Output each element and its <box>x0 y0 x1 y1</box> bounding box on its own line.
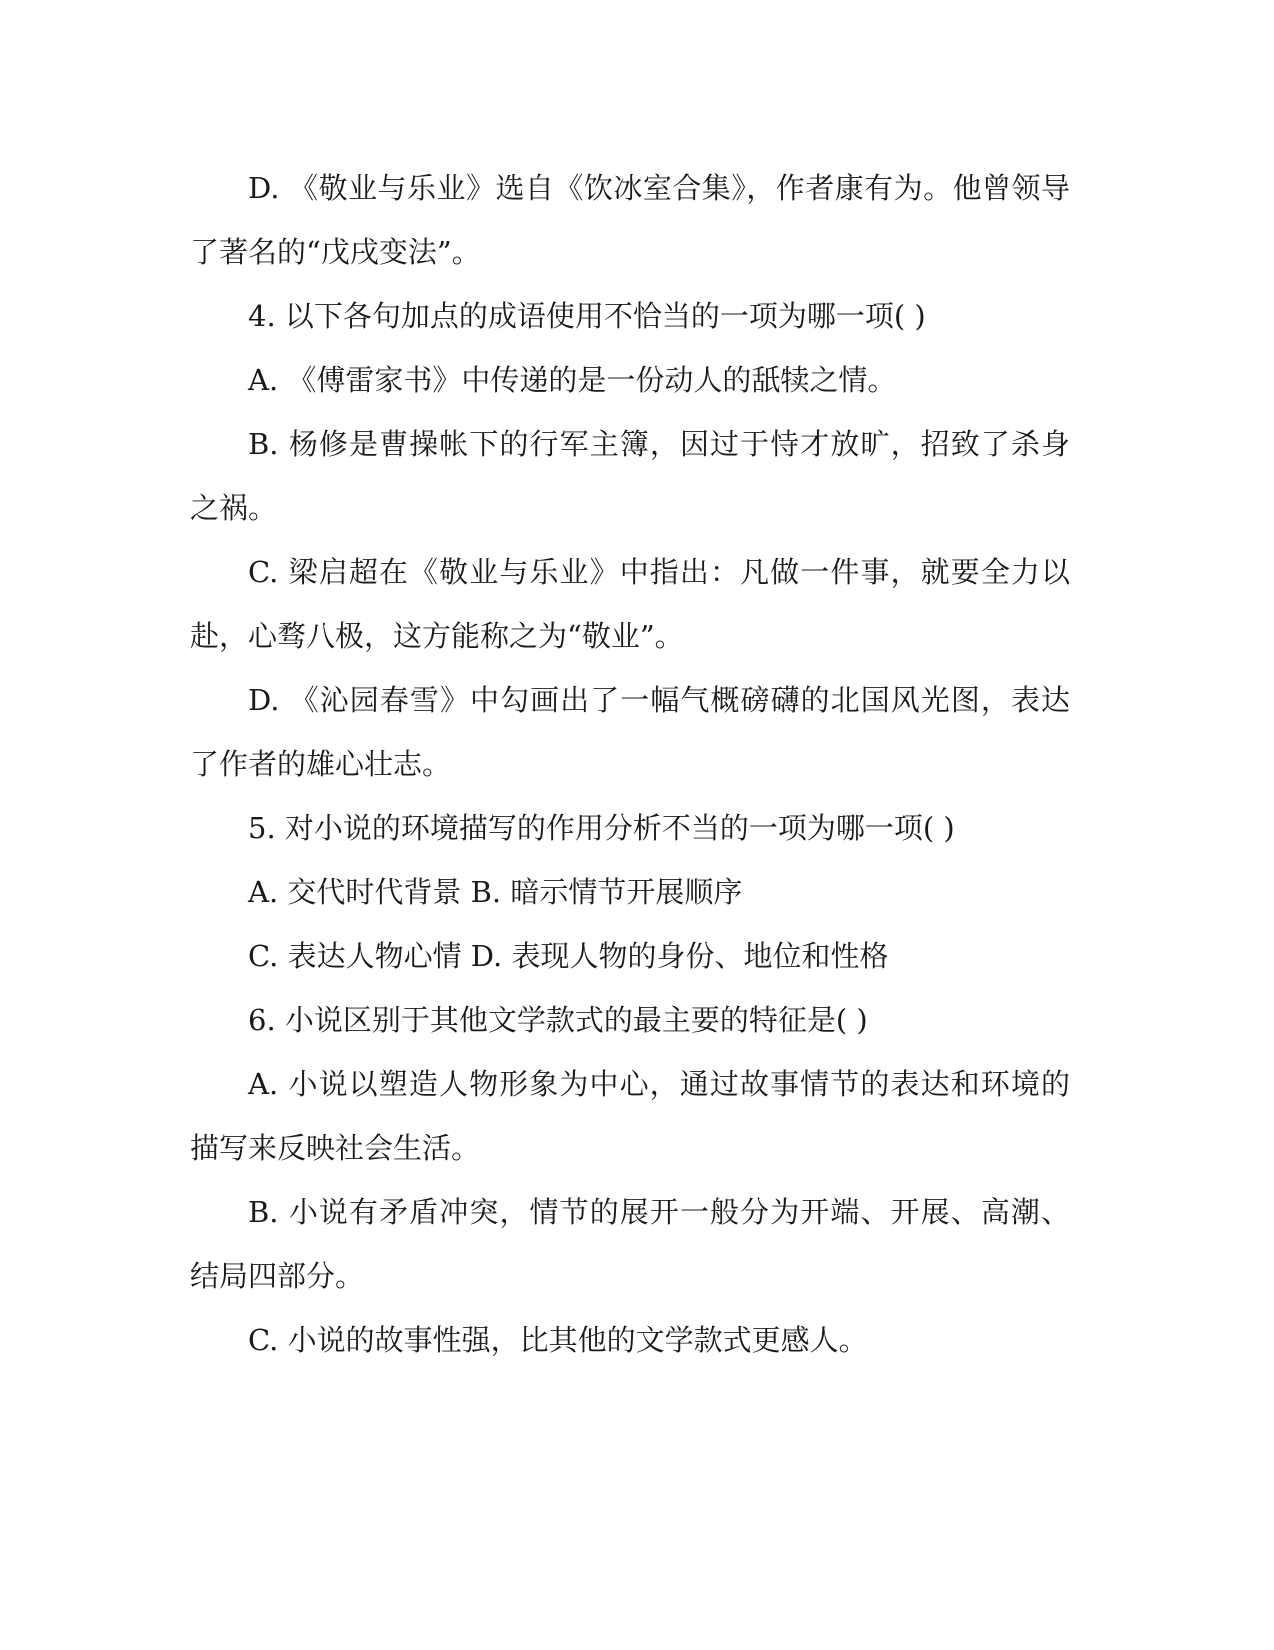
document-body <box>190 156 1070 1372</box>
question-5-options-ab: A. 交代时代背景 B. 暗示情节开展顺序 <box>248 875 743 909</box>
option-d-paragraph: D. 《敬业与乐业》选自《饮冰室合集》，作者康有为。他曾领导了著名的“戊戌变法”。 <box>190 171 1070 269</box>
question-4-option-d: D. 《沁园春雪》中勾画出了一幅气概磅礴的北国风光图，表达了作者的雄心壮志。 <box>190 683 1070 781</box>
question-6: 6. 小说区别于其他文学款式的最主要的特征是( ) <box>248 1003 868 1037</box>
question-4: 4. 以下各句加点的成语使用不恰当的一项为哪一项( ) <box>248 299 926 333</box>
question-6-option-b: B. 小说有矛盾冲突，情节的展开一般分为开端、开展、高潮、结局四部分。 <box>190 1195 1070 1293</box>
question-5-options-cd: C. 表达人物心情 D. 表现人物的身份、地位和性格 <box>248 939 889 973</box>
question-6-option-c: C. 小说的故事性强，比其他的文学款式更感人。 <box>248 1323 868 1357</box>
question-4-option-b: B. 杨修是曹操帐下的行军主簿，因过于恃才放旷，招致了杀身之祸。 <box>190 427 1070 525</box>
question-4-option-a: A. 《傅雷家书》中传递的是一份动人的舐犊之情。 <box>248 363 897 397</box>
question-6-option-a: A. 小说以塑造人物形象为中心，通过故事情节的表达和环境的描写来反映社会生活。 <box>190 1067 1070 1165</box>
question-5: 5. 对小说的环境描写的作用分析不当的一项为哪一项( ) <box>248 811 955 845</box>
question-4-option-c: C. 梁启超在《敬业与乐业》中指出：凡做一件事，就要全力以赴，心骛八极，这方能称之为“敬业”。 <box>190 555 1070 653</box>
